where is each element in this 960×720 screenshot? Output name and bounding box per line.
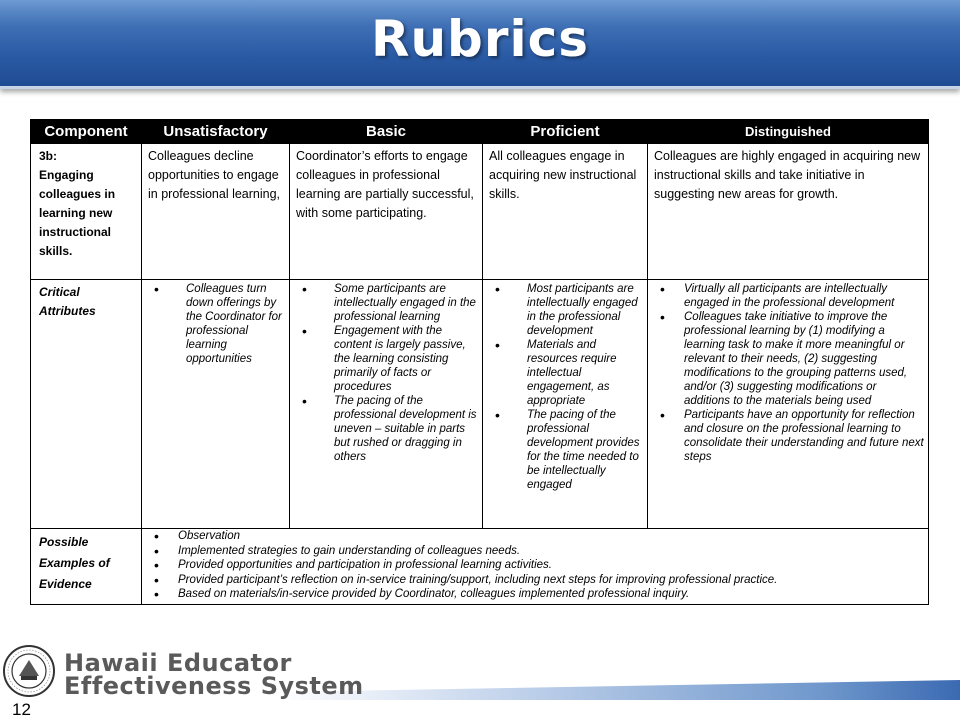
basic-attributes bbox=[290, 280, 482, 466]
header-component: Component bbox=[31, 120, 142, 144]
rubric-table bbox=[30, 119, 929, 605]
list-item: • Provided opportunities and participation in professional learning activities. bbox=[142, 558, 924, 573]
list-item: • Engagement with the content is largely passive, the learning consisting primarily of facts or procedures bbox=[290, 324, 478, 394]
header-unsatisfactory: Unsatisfactory bbox=[142, 120, 290, 144]
list-item: • Implemented strategies to gain understanding of colleagues needs. bbox=[142, 544, 924, 559]
list-item: • The pacing of the professional development is uneven – suitable in parts but rushed or dragging in others bbox=[290, 394, 478, 464]
department-seal-icon bbox=[2, 644, 56, 698]
list-item: • Materials and resources require intellectual engagement, as appropriate bbox=[483, 338, 643, 408]
header-basic: Basic bbox=[290, 120, 483, 144]
slide-number: 12 bbox=[12, 700, 31, 719]
list-item: • Provided participant’s reflection on in-service training/support, including next steps for improving professional practice. bbox=[142, 573, 924, 588]
unsatisfactory-attributes bbox=[142, 280, 289, 368]
list-item: • Based on materials/in-service provided by Coordinator, colleagues implemented professional inquiry. bbox=[142, 587, 924, 602]
logo-text-line2: Effectiveness System bbox=[64, 672, 364, 700]
evidence-row bbox=[31, 529, 929, 605]
unsatisfactory-description: Colleagues decline opportunities to engage in professional learning, bbox=[148, 149, 281, 201]
distinguished-description: Colleagues are highly engaged in acquiring new instructional skills and take initiative in suggesting new areas for growth. bbox=[654, 149, 921, 201]
critical-attributes-row bbox=[31, 280, 929, 529]
proficient-description: All colleagues engage in acquiring new instructional skills. bbox=[489, 149, 637, 201]
header-distinguished: Distinguished bbox=[648, 120, 929, 144]
component-row bbox=[31, 144, 929, 280]
list-item: • Participants have an opportunity for reflection and closure on the professional learning to consolidate their understanding and future next steps bbox=[648, 408, 924, 464]
logo-text-line1: Hawaii Educator bbox=[64, 649, 292, 677]
evidence-label: Possible Examples of Evidence bbox=[39, 535, 110, 591]
evidence-list bbox=[142, 529, 928, 604]
header-row bbox=[31, 120, 929, 144]
basic-description: Coordinator’s efforts to engage colleagues in professional learning are partially successful, with some participating. bbox=[296, 149, 474, 220]
footer-gradient-bar bbox=[280, 680, 960, 700]
component-label: 3b: Engaging colleagues in learning new instructional skills. bbox=[39, 149, 116, 258]
list-item: • Most participants are intellectually engaged in the professional development bbox=[483, 282, 643, 338]
title-banner bbox=[0, 0, 960, 89]
slide-title: Rubrics bbox=[370, 10, 590, 68]
critical-attributes-label: Critical Attributes bbox=[39, 285, 96, 318]
list-item: • Virtually all participants are intellectually engaged in the professional development bbox=[648, 282, 924, 310]
proficient-attributes bbox=[483, 280, 647, 494]
list-item: • The pacing of the professional development provides for the time needed to be intellectually engaged bbox=[483, 408, 643, 492]
distinguished-attributes bbox=[648, 280, 928, 466]
list-item: • Colleagues take initiative to improve the professional learning by (1) modifying a learning task to make it more meaningful or relevant to their needs, (2) suggesting modifications to the grouping patterns used, and/or (3) suggesting modifications or additions to the materials being used bbox=[648, 310, 924, 408]
list-item: • Some participants are intellectually engaged in the professional learning bbox=[290, 282, 478, 324]
header-proficient: Proficient bbox=[483, 120, 648, 144]
list-item: • Colleagues turn down offerings by the Coordinator for professional learning opportunities bbox=[142, 282, 285, 366]
list-item: • Observation bbox=[142, 529, 924, 544]
